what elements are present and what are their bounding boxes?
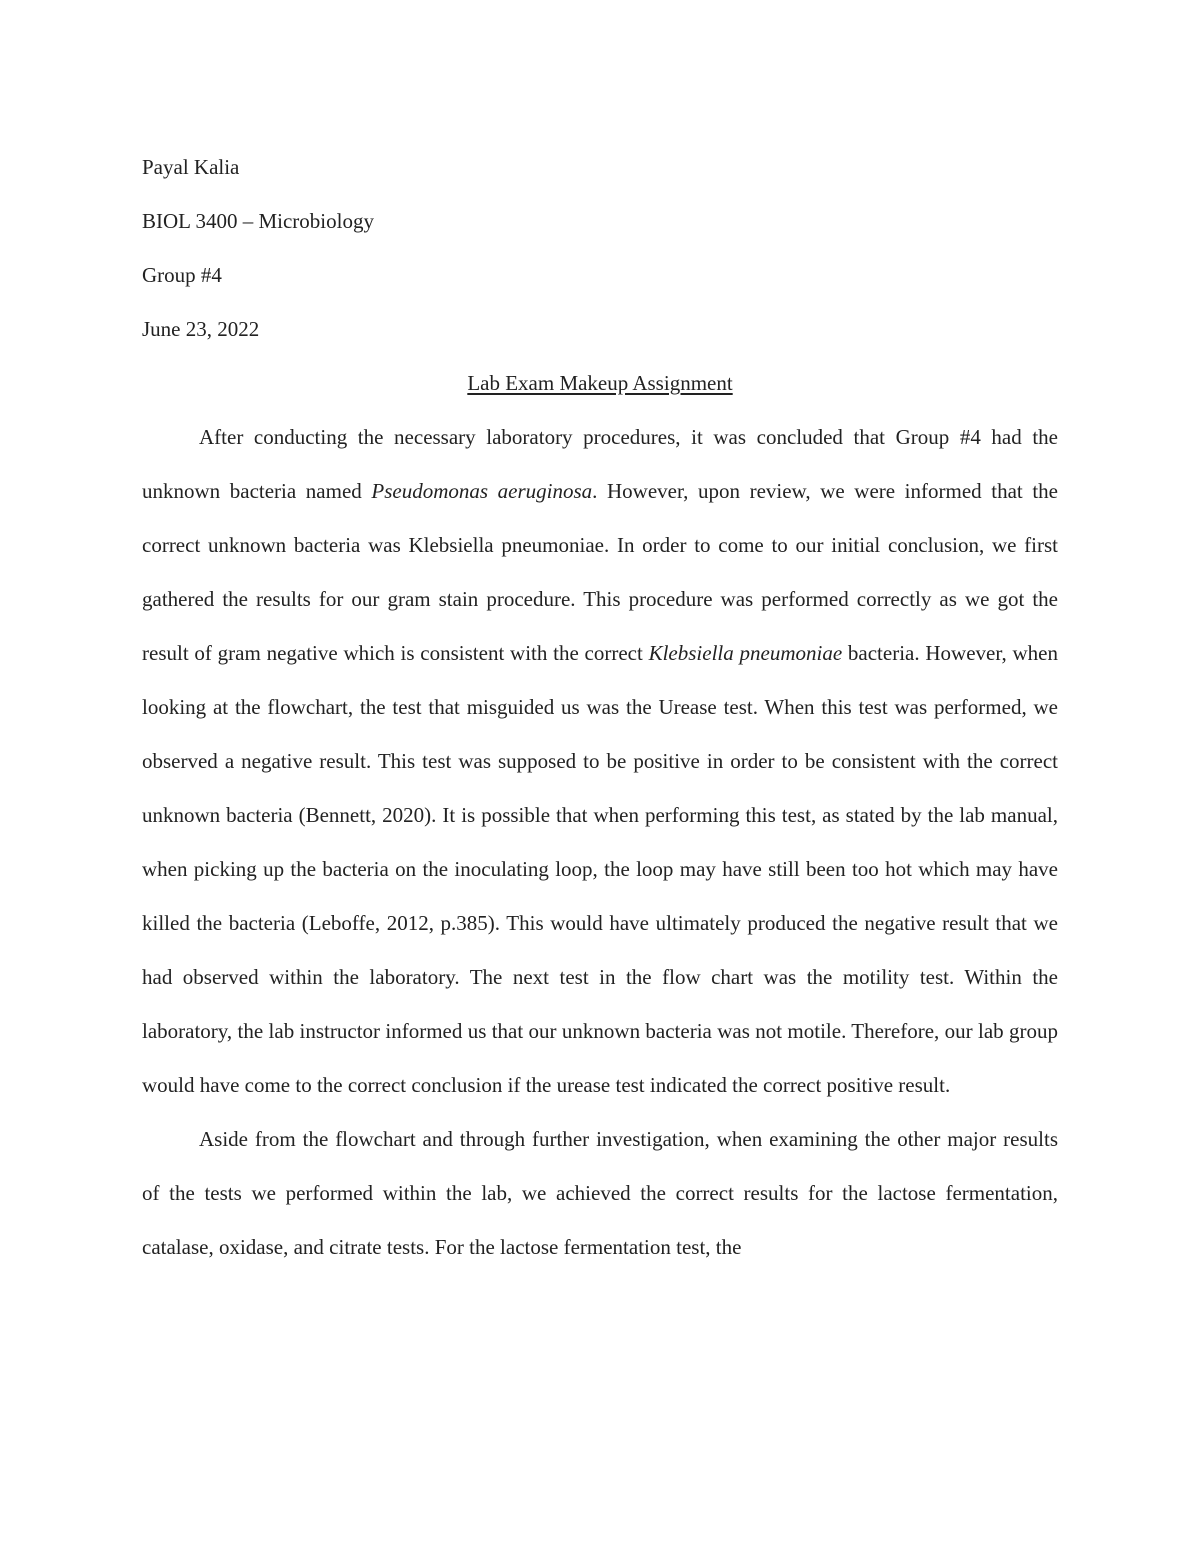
paragraph-2 <box>142 1112 1058 1274</box>
species-name-italic-2: Klebsiella pneumoniae <box>648 641 843 665</box>
paragraph-2-text: Aside from the flowchart and through further investigation, when examining the other major results of the tests we performed within the lab, we achieved the correct results for the lactose fermentation, catalase, oxidase, and citrate tests. For the lactose fermentation test, the <box>142 1127 1058 1259</box>
course-name: BIOL 3400 – Microbiology <box>142 209 374 233</box>
paragraph-1 <box>142 410 1058 1112</box>
author-name: Payal Kalia <box>142 155 240 179</box>
group-number: Group #4 <box>142 263 222 287</box>
paragraph-1-part-2: . However, upon review, we were informed that the correct unknown bacteria was Klebsiella pneumoniae. In order to come to our initial conclusion, we first gathered the results for our gram stain procedure. This procedure was performed correctly as we got the result of gram negative which is consistent with the correct <box>142 479 1058 665</box>
document-body <box>142 140 1058 1274</box>
species-name-italic-1: Pseudomonas aeruginosa <box>371 479 593 503</box>
paragraph-1-part-1: After conducting the necessary laboratory procedures, it was concluded that Group #4 had the unknown bacteria named <box>142 425 1058 503</box>
document-title: Lab Exam Makeup Assignment <box>467 371 733 395</box>
document-date: June 23, 2022 <box>142 317 260 341</box>
paragraph-1-part-3: bacteria. However, when looking at the flowchart, the test that misguided us was the Urease test. When this test was performed, we observed a negative result. This test was supposed to be positive in order to be consistent with the correct unknown bacteria (Bennett, 2020). It is possible that when performing this test, as stated by the lab manual, when picking up the bacteria on the inoculating loop, the loop may have still been too hot which may have killed the bacteria (Leboffe, 2012, p.385). This would have ultimately produced the negative result that we had observed within the laboratory. The next test in the flow chart was the motility test. Within the laboratory, the lab instructor informed us that our unknown bacteria was not motile. Therefore, our lab group would have come to the correct conclusion if the urease test indicated the correct positive result. <box>142 641 1058 1097</box>
